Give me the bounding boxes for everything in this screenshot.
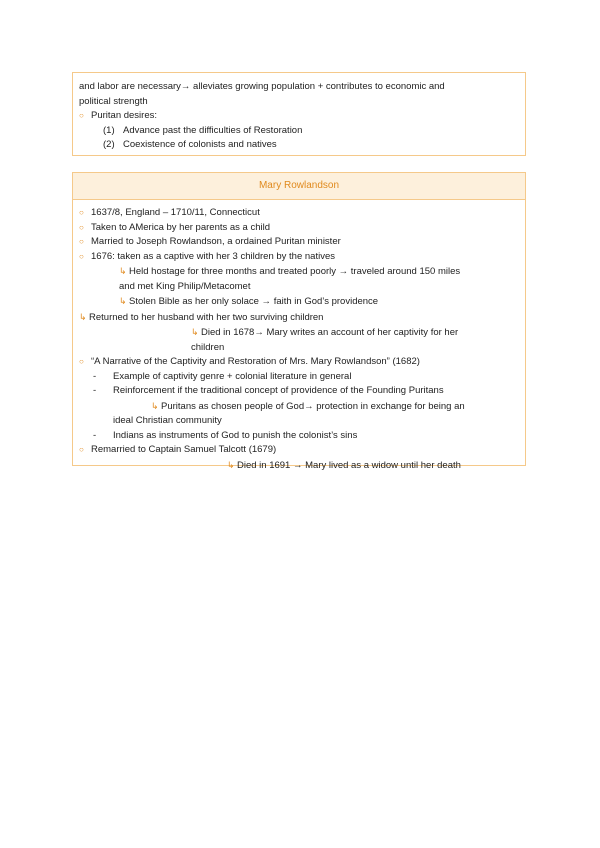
arrow-item <box>79 325 519 341</box>
item-text: Example of captivity genre + colonial literature in general <box>113 370 352 382</box>
puritan-desires-label: Puritan desires: <box>91 110 158 121</box>
arrow-item <box>79 264 519 280</box>
item-number: (1) <box>103 124 115 136</box>
return-arrow-icon: ↳ <box>119 266 127 276</box>
circle-bullet-icon: ○ <box>79 222 84 232</box>
item-text: “A Narrative of the Captivity and Restoration of Mrs. Mary Rowlandson” (1682) <box>91 356 420 367</box>
item-number: (2) <box>103 139 115 150</box>
item-text: Advance past the difficulties of Restoration <box>123 124 303 136</box>
continuation-box <box>72 72 526 156</box>
circle-bullet-icon: ○ <box>79 237 84 246</box>
bullet-item <box>79 221 519 236</box>
item-text: 1676: taken as a captive with her 3 children by the natives <box>91 250 335 262</box>
arrow-item <box>79 399 519 415</box>
item-text: Remarried to Captain Samuel Talcott (1679) <box>91 444 277 455</box>
dash-item <box>79 384 519 399</box>
return-arrow-icon: ↳ <box>227 459 235 470</box>
return-arrow-icon: ↳ <box>119 296 127 306</box>
item-text: Taken to AMerica by her parents as a child <box>91 221 271 233</box>
item-text: Died in 1678→ Mary writes an account of her captivity for her <box>201 327 459 338</box>
return-arrow-icon: ↳ <box>151 400 159 411</box>
dash-bullet: - <box>93 429 97 441</box>
item-text: Returned to her husband with her two surviving children <box>89 311 324 323</box>
dash-bullet: - <box>93 370 97 382</box>
circle-bullet-icon: ○ <box>79 208 84 217</box>
item-text: Indians as instruments of God to punish the colonist’s sins <box>113 429 358 441</box>
bullet-item <box>79 355 519 370</box>
circle-bullet-icon: ○ <box>79 445 84 454</box>
circle-bullet-icon: ○ <box>79 251 84 261</box>
bullet-item <box>79 109 519 124</box>
return-arrow-icon: ↳ <box>79 311 87 322</box>
item-text: Stolen Bible as her only solace → faith in God’s providence <box>129 296 379 307</box>
arrow-item <box>79 310 519 326</box>
numbered-item <box>79 124 519 139</box>
item-text: Married to Joseph Rowlandson, a ordained Puritan minister <box>91 236 341 247</box>
circle-bullet-icon: ○ <box>79 111 84 120</box>
section-body <box>73 200 525 473</box>
section-title: Mary Rowlandson <box>73 173 525 200</box>
bullet-item <box>79 443 519 458</box>
dash-bullet: - <box>93 385 97 396</box>
arrow-item <box>79 294 519 310</box>
text-line: political strength <box>79 95 148 107</box>
return-arrow-icon: ↳ <box>191 327 199 337</box>
bullet-item <box>79 206 519 221</box>
bullet-item <box>79 250 519 265</box>
text-line: children <box>191 341 225 353</box>
dash-item <box>79 370 519 385</box>
item-text: 1637/8, England – 1710/11, Connecticut <box>91 207 260 218</box>
text-line: and labor are necessary→ alleviates growing population + contributes to economic and <box>79 81 445 92</box>
item-text: Puritans as chosen people of God→ protection in exchange for being an <box>161 400 465 412</box>
circle-bullet-icon: ○ <box>79 357 84 366</box>
item-text: Coexistence of colonists and natives <box>123 139 277 150</box>
text-line: ideal Christian community <box>113 415 222 426</box>
dash-item <box>79 429 519 444</box>
text-line: and met King Philip/Metacomet <box>119 280 251 292</box>
item-text: Reinforcement if the traditional concept of providence of the Founding Puritans <box>113 385 444 396</box>
mary-rowlandson-box <box>72 172 526 471</box>
item-text: Died in 1691 → Mary lived as a widow until her death <box>237 459 461 471</box>
bullet-item <box>79 235 519 250</box>
item-text: Held hostage for three months and treated poorly → traveled around 150 miles <box>129 266 461 277</box>
numbered-item <box>79 138 519 153</box>
arrow-item <box>79 458 519 474</box>
